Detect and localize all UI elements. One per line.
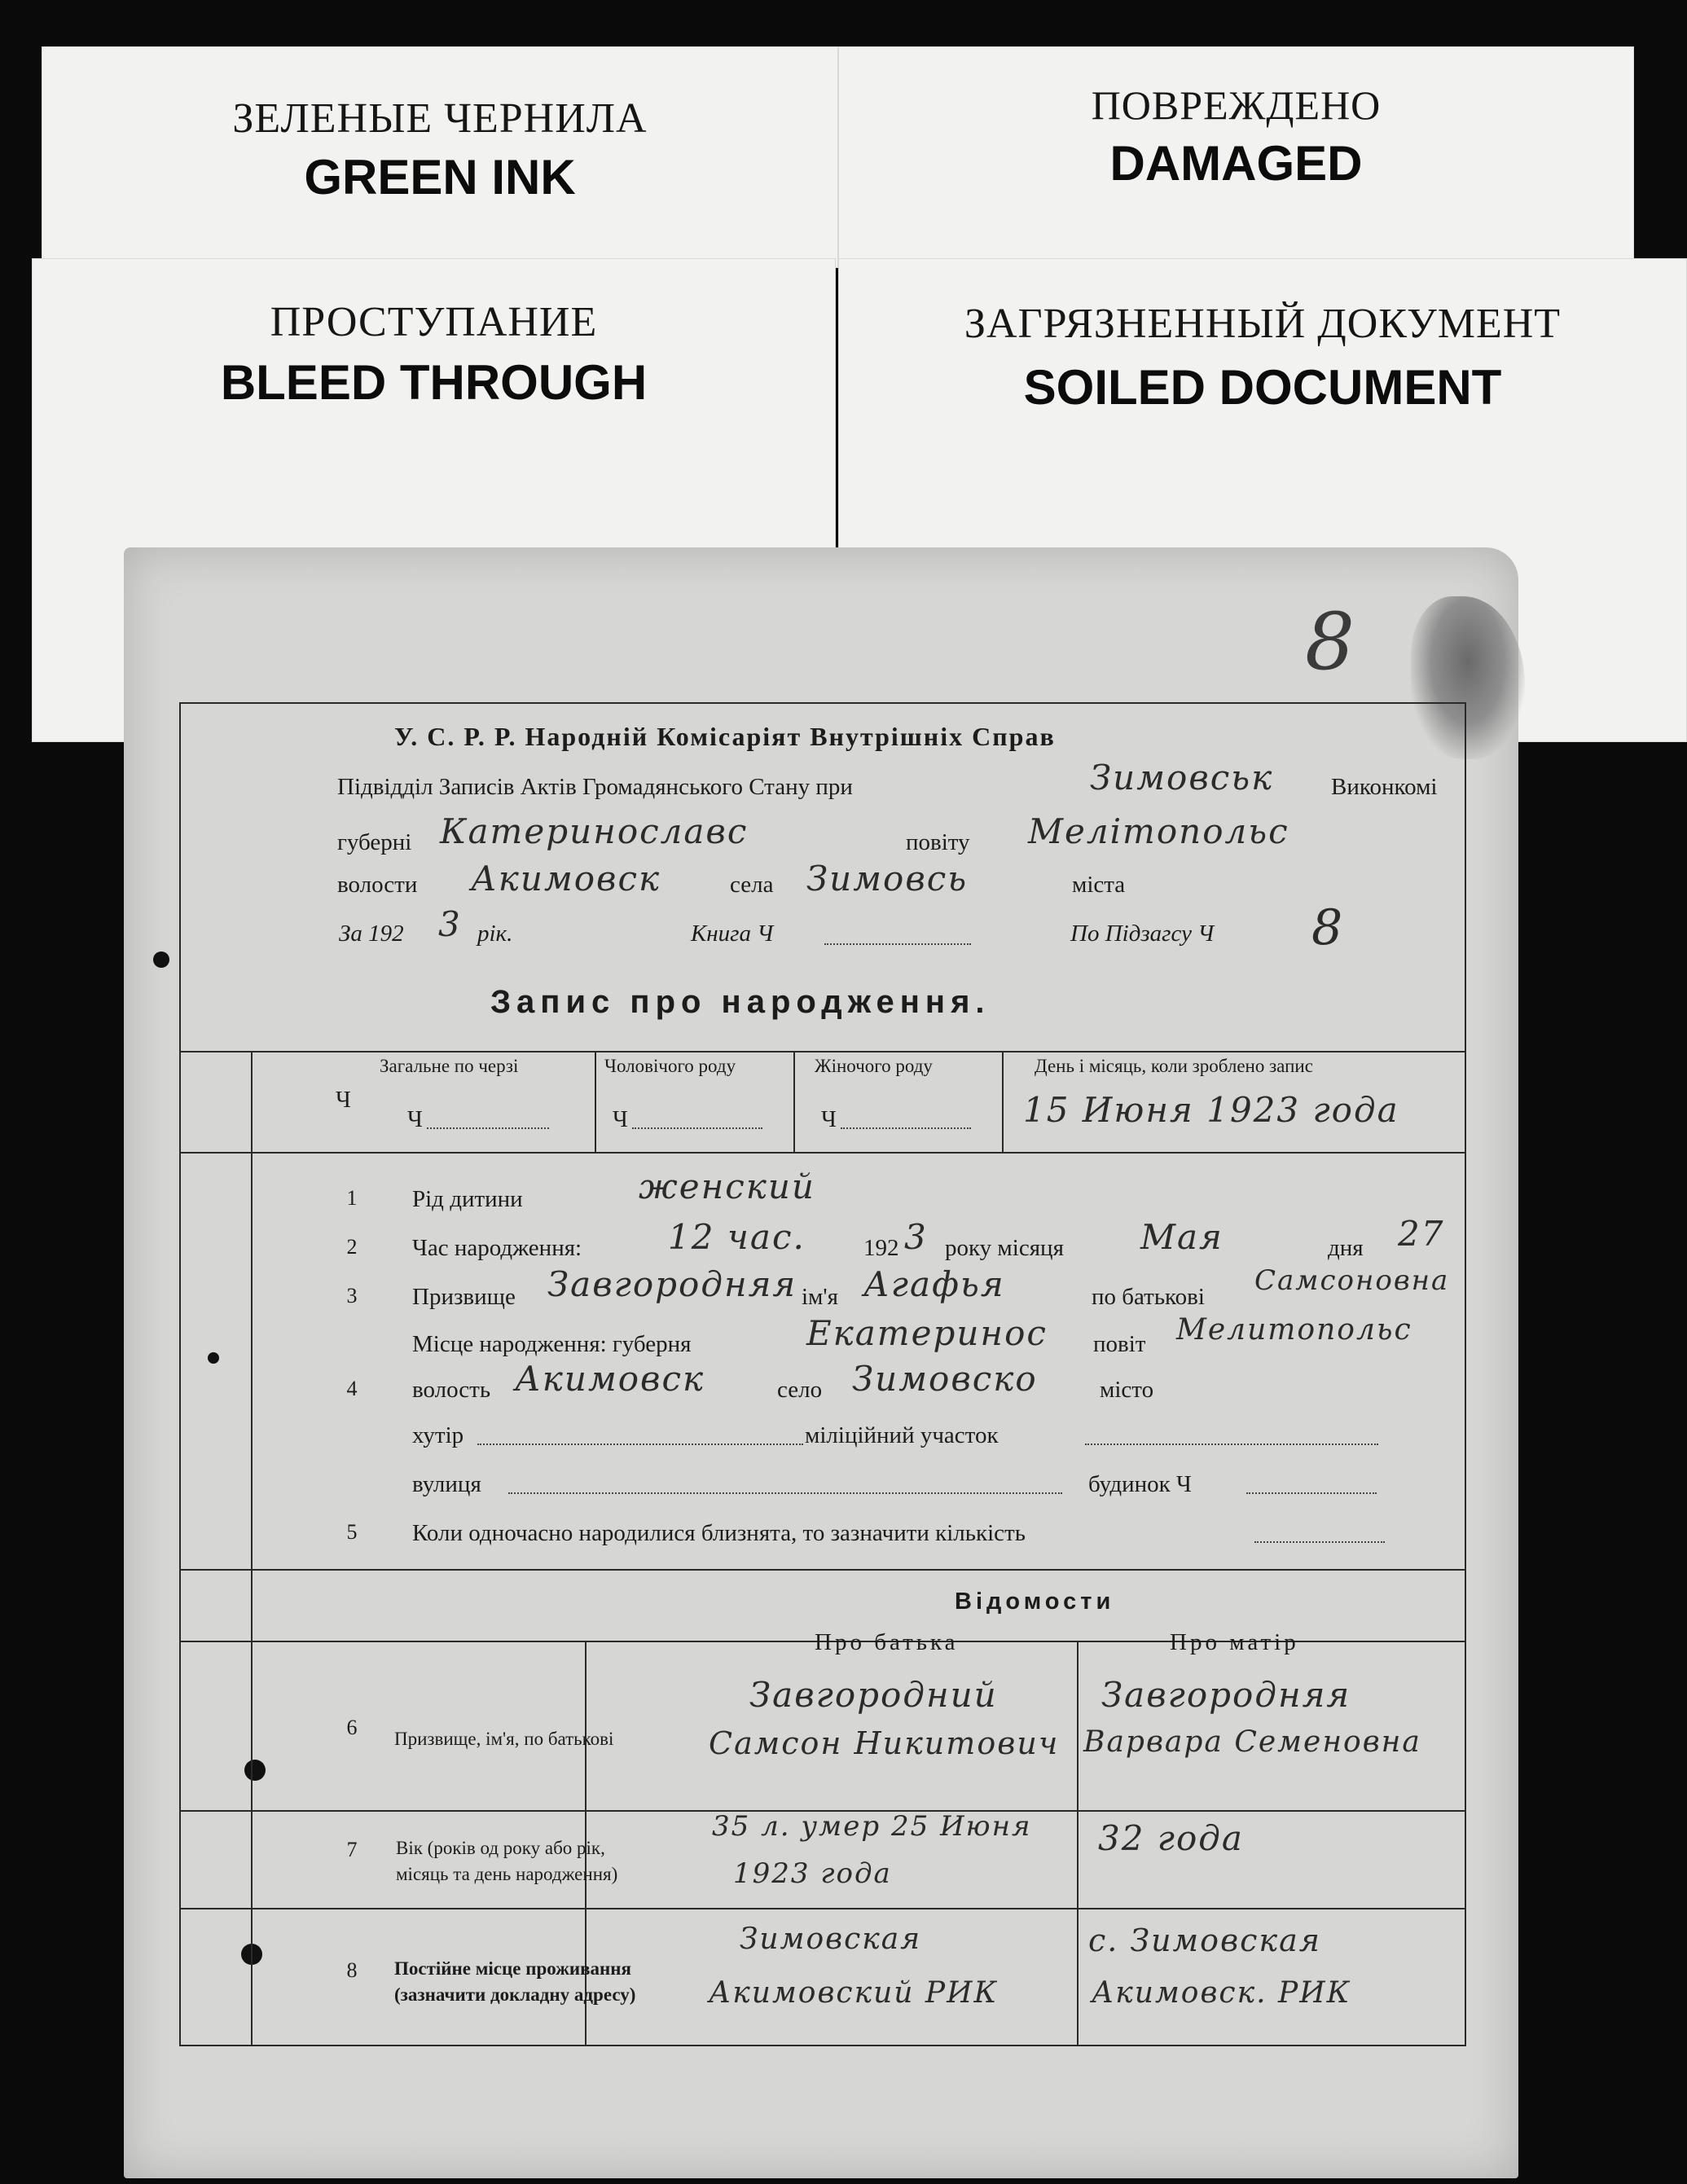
mother-residence-hw-2: Акимовск. РИК [1092,1976,1351,2010]
birthplace-povit-label: повіт [1093,1331,1146,1357]
queue-female-ch: Ч [821,1106,837,1132]
queue-male-ch: Ч [613,1106,628,1132]
row-number-2: 2 [346,1235,358,1259]
soiled-en: SOILED DOCUMENT [1023,360,1502,415]
twins-label: Коли одночасно народилися близнята, то зазначити кількість [412,1520,1026,1546]
volost-row-label: волость [412,1377,491,1403]
khutir-label: хутір [412,1422,464,1448]
mother-name-hw-2: Варвара Семеновна [1083,1725,1421,1759]
selo-row-label: село [777,1377,823,1403]
surname-label: Призвище [412,1284,516,1310]
row-number-5: 5 [346,1520,358,1544]
sex-handwritten: женский [639,1167,815,1206]
row-number-8: 8 [346,1958,358,1982]
mother-name-hw-1: Завгородняя [1101,1675,1351,1715]
subentry-handwritten: 8 [1311,899,1345,956]
birth-time-label: Час народження: [412,1235,582,1261]
militia-label: міліційний участок [805,1422,999,1448]
volost-handwritten: Акимовск [471,859,661,899]
queue-general: Загальне по черзі [380,1056,519,1076]
queue-ch: Ч [336,1087,351,1113]
month-handwritten: Мая [1140,1217,1224,1257]
damaged-ru: ПОВРЕЖДЕНО [1091,82,1382,128]
misto-label: міста [1072,872,1126,898]
mother-residence-hw-1: с. Зимовская [1088,1923,1321,1958]
form-title: Запис про народження. [490,984,991,1020]
father-header: Про батька [815,1629,959,1655]
povit-label: повіту [906,829,970,855]
row-number-3: 3 [346,1284,358,1307]
gubernia-label: губерні [337,829,412,855]
executive-label: Виконкомі [1331,774,1438,800]
residence-label-1: Постійне місце проживання [394,1958,631,1979]
damaged-en: DAMAGED [1109,136,1363,191]
year-suffix: рік. [477,921,513,947]
father-age-hw-2: 1923 года [733,1857,892,1890]
age-label-2: місяць та день народження) [396,1864,618,1884]
queue-male: Чоловічого роду [604,1056,736,1076]
year-handwritten: 3 [438,904,462,944]
queue-general-ch: Ч [407,1106,423,1132]
father-age-hw-1: 35 л. умер 25 Июня [712,1810,1032,1843]
green-ink-ru: ЗЕЛЕНЫЕ ЧЕРНИЛА [232,95,648,142]
day-label: дня [1328,1235,1364,1261]
subdept-handwritten: Зимовськ [1090,758,1274,798]
punch-hole [153,951,169,968]
soiled-ru: ЗАГРЯЗНЕННЫЙ ДОКУМЕНТ [964,301,1562,347]
damaged-card [839,47,1633,267]
surname-handwritten: Завгородняя [547,1264,797,1304]
birthplace-label: Місце народження: губерня [412,1331,692,1357]
row-number-7: 7 [346,1838,358,1861]
day-handwritten: 27 [1398,1214,1445,1254]
info-title: Відомости [955,1589,1115,1615]
father-name-hw-2: Самсон Никитович [709,1725,1060,1761]
queue-female: Жіночого роду [815,1056,933,1076]
row-number-6: 6 [346,1716,358,1739]
father-name-hw-1: Завгородний [749,1675,998,1715]
subdept-label: Підвідділ Записів Актів Громадянського Стану при [337,774,853,800]
year-month-label: року місяця [945,1235,1064,1261]
residence-label-2: (зазначити докладну адресу) [394,1984,636,2005]
green-ink-card [42,47,837,267]
subentry-label: По Підзагсу Ч [1070,921,1215,947]
row-number-1: 1 [346,1186,358,1210]
father-residence-hw-1: Зимовская [740,1923,922,1956]
father-residence-hw-2: Акимовский РИК [709,1976,999,2010]
queue-date-made: День і місяць, коли зроблено запис [1035,1056,1313,1076]
street-label: вулиця [412,1471,481,1497]
selo-row-handwritten: Зимовско [852,1359,1038,1399]
volost-row-handwritten: Акимовск [515,1359,705,1399]
povit-handwritten: Мелітопольс [1028,811,1289,851]
bleed-through-ru: ПРОСТУПАНИЕ [270,299,598,345]
selo-label: села [730,872,774,898]
page-number: 8 [1305,596,1355,688]
birth-year-handwritten: 3 [904,1217,928,1257]
form-header: У. С. Р. Р. Народній Комісаріят Внутрішніх Справ [394,722,1056,751]
volost-label: волости [337,872,418,898]
book-label: Книга Ч [691,921,774,947]
green-ink-en: GREEN INK [304,150,576,204]
bleed-through-en: BLEED THROUGH [220,355,648,410]
patronymic-label: по батькові [1092,1284,1205,1310]
gubernia-handwritten: Катеринославс [440,811,749,851]
mother-header: Про матір [1170,1629,1299,1655]
selo-handwritten: Зимовсь [806,859,969,899]
name-info-label: Призвище, ім'я, по батькові [394,1729,614,1749]
name-label: ім'я [802,1284,838,1310]
patronymic-handwritten: Самсоновна [1254,1264,1450,1297]
birthplace-povit-handwritten: Мелитопольс [1176,1313,1412,1347]
sex-label: Рід дитини [412,1186,523,1212]
year-prefix: За 192 [339,921,404,947]
row-number-4: 4 [346,1377,358,1400]
misto-row-label: місто [1100,1377,1154,1403]
queue-date-handwritten: 15 Июня 1923 года [1023,1090,1399,1130]
name-handwritten: Агафья [863,1264,1005,1304]
mother-age-hw: 32 года [1098,1818,1244,1858]
age-label-1: Вік (років од року або рік, [396,1838,605,1858]
birth-year-label: 192 [863,1235,899,1261]
birthplace-gubernia-handwritten: Екатеринос [806,1313,1048,1353]
house-label: будинок Ч [1088,1471,1192,1497]
birth-time-handwritten: 12 час. [668,1217,806,1257]
